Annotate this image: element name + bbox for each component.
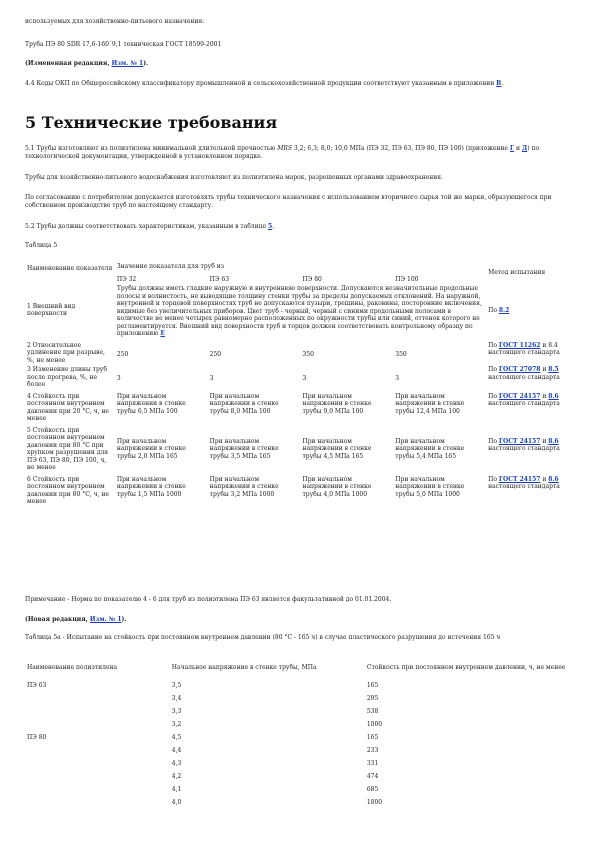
row-3-pe63: 3 (209, 375, 214, 382)
row-5-pe63: При начальном напряжении в стенке трубы 3,5 МПа 165 (209, 437, 279, 460)
gost-11262-link[interactable]: ГОСТ 11262 (498, 341, 541, 349)
row-2-pe63: 250 (209, 350, 222, 358)
row-4-name: 4 Стойкость при постоянном внутреннем давлении при 20 °С, ч, не менее (27, 392, 109, 422)
table-note: Примечание - Норма по показателю 4 - 6 для труб из полиэтилена ПЭ 63 является факультативной до 01.01.2004. (25, 596, 392, 603)
appendix-e-link[interactable]: Е (160, 330, 165, 337)
row-6-name: 6 Стойкость при постоянном внутреннем давлении при 80 °С, ч, не менее (27, 475, 109, 505)
table-row (25, 338, 570, 365)
table-row: 4,4 233 (171, 746, 379, 754)
paragraph-4-4: 4.4 Коды ОКП по Общероссийскому классификатору промышленной и сельскохозяйственной продукции соответствуют указанным в приложении В. (25, 80, 504, 87)
intro-line: используемых для хозяйственно-питьевого назначения: (25, 18, 205, 25)
appendix-g-link[interactable]: Г (509, 145, 515, 152)
clause-8-6-link[interactable]: 8.6 (548, 392, 559, 400)
row-1-method: По 8.2 (488, 306, 510, 314)
table-row: ПЭ 63 3,5 165 (27, 681, 379, 689)
header-method: Метод испытания (488, 269, 546, 276)
table-5a-caption: Таблица 5а - Испытание на стойкость при постоянном внутреннем давлении (80 °С - 165 ч) в случае пластического разрушения до истечения 165 ч (25, 634, 501, 641)
row-5-pe80: При начальном напряжении в стенке трубы 4,5 МПа 165 (302, 437, 372, 460)
table-header (25, 664, 570, 682)
table-row (25, 389, 570, 423)
row-3-name: 3 Изменение длины труб после прогрева, %, не более (27, 366, 107, 388)
edit-note-1: (Измененная редакция, Изм. № 1). (25, 60, 149, 67)
row-6-pe32: При начальном напряжении в стенке трубы 1,5 МПа 1000 (116, 475, 186, 498)
clause-8-6-link[interactable]: 8.6 (548, 475, 559, 483)
table-row: 3,2 1000 (171, 720, 383, 728)
row-2-pe100: 350 (395, 350, 407, 358)
header-pe100: ПЭ 100 (395, 275, 419, 283)
table-row: 4,2 474 (171, 772, 379, 780)
row-5-name: 5 Стойкость при постоянном внутреннем давлении при 80 °С при хрупком разрушении для ПЭ 63, ПЭ 80, ПЭ 100, ч, не менее (27, 426, 109, 471)
table-row: 4,3 331 (171, 759, 379, 767)
paragraph-recycled: По согласованию с потребителем допускается изготовлять трубы технического назначения с использованием вторичного сырья той же марки, образующегося при собственном производстве труб по настоящему стандарту. (25, 194, 552, 209)
table-5-caption: Таблица 5 (25, 242, 58, 249)
table-row (25, 423, 570, 472)
clause-8-5-link[interactable]: 8.5 (548, 366, 559, 373)
gost-24157-link[interactable]: ГОСТ 24157 (498, 475, 541, 483)
table-row: 3,4 295 (171, 694, 379, 702)
row-4-pe32: При начальном напряжении в стенке трубы 6,5 МПа 100 (116, 392, 186, 415)
header-values: Значение показателя для труб из (116, 263, 224, 270)
row-3-pe100: 3 (395, 375, 400, 382)
header-pe63: ПЭ 63 (209, 275, 230, 283)
header-time: Стойкость при постоянном внутреннем давлении, ч, не менее (366, 664, 566, 671)
row-5-pe100: При начальном напряжении в стенке трубы 5,4 МПа 165 (395, 437, 465, 460)
row-3-pe80: 3 (302, 375, 307, 382)
paragraph-5-2: 5.2 Трубы должны соответствовать характеристикам, указанным в таблице 5. (25, 223, 275, 230)
amendment-link[interactable]: Изм. № 1 (89, 616, 122, 623)
table-row: ПЭ 80 4,5 165 (27, 733, 379, 741)
clause-8-6-link[interactable]: 8.6 (548, 437, 559, 445)
table-5a (25, 664, 570, 812)
table-row: 4,1 685 (171, 785, 379, 793)
table-row (25, 472, 570, 506)
header-pe80: ПЭ 80 (302, 275, 322, 283)
row-2-pe80: 350 (302, 350, 314, 358)
row-2-pe32: 250 (116, 350, 129, 358)
gost-24157-link[interactable]: ГОСТ 24157 (498, 392, 541, 400)
table-row (25, 283, 570, 338)
row-5-method: По ГОСТ 24157 и 8.6 настоящего стандарта (488, 437, 560, 452)
appendix-v-link[interactable]: В (496, 80, 502, 87)
table-row: 3,3 538 (171, 707, 379, 715)
paragraph-5-1: 5.1 Трубы изготовляют из полиэтилена минимальной длительной прочностью MRS 3,2; 6,3; 8,0; 10,0 МПа (ПЭ 32, ПЭ 63, ПЭ 80, ПЭ 100) (приложение Г и Д) по технологической документации, утвержденной в установленном порядке. (25, 145, 540, 160)
row-6-method: По ГОСТ 24157 и 8.6 настоящего стандарта (488, 475, 560, 490)
table-header (25, 263, 570, 271)
row-3-method: По ГОСТ 27078 и 8.5 настоящего стандарта (488, 366, 560, 381)
row-6-pe100: При начальном напряжении в стенке трубы 5,0 МПа 1000 (395, 475, 465, 498)
gost-24157-link[interactable]: ГОСТ 24157 (498, 437, 541, 445)
row-5-pe32: При начальном напряжении в стенке трубы 2,0 МПа 165 (116, 437, 186, 460)
table-row: 4,0 1000 (171, 798, 383, 806)
header-material: Наименование полиэтилена (27, 664, 118, 671)
table-row (25, 364, 570, 389)
row-1-value: Трубы должны иметь гладкие наружную и внутреннюю поверхности. Допускаются незначительные продольные полосы и волнистость, не выводящие толщину стенки трубы за пределы допускаемых отклонений. На наружной, внутренней и торцевой поверхностях труб не допускаются пузыри, трещины, раковины, посторонние включения, видимые без увеличительных приборов. Цвет труб - черный, черный с синими продольными полосами в количестве не менее четырех равномерно расположенных по окружности трубы или синий, оттенок которого не регламентируется. Внешний вид поверхности труб и торцов должен соответствовать контрольному образцу по приложению Е (116, 285, 482, 337)
row-3-pe32: 3 (116, 375, 121, 382)
table-5-link[interactable]: 5 (268, 223, 273, 230)
row-4-method: По ГОСТ 24157 и 8.6 настоящего стандарта (488, 392, 560, 407)
table-5 (25, 263, 570, 506)
row-1-name: 1 Внешний вид поверхности (27, 302, 76, 318)
clause-8-2-link[interactable]: 8.2 (498, 306, 510, 314)
row-4-pe63: При начальном напряжении в стенке трубы 8,0 МПа 100 (209, 392, 279, 415)
row-6-pe80: При начальном напряжении в стенке трубы 4,0 МПа 1000 (302, 475, 372, 498)
gost-27078-link[interactable]: ГОСТ 27078 (498, 366, 541, 373)
appendix-d-link[interactable]: Д (521, 145, 528, 152)
row-2-method: По ГОСТ 11262 и 8.4 настоящего стандарта (488, 341, 560, 356)
header-stress: Начальное напряжение в стенке трубы, МПа (171, 664, 317, 671)
amendment-link[interactable]: Изм. № 1 (111, 60, 144, 67)
header-indicator: Наименование показателя (27, 265, 113, 272)
row-6-pe63: При начальном напряжении в стенке трубы 3,2 МПа 1000 (209, 475, 279, 498)
example-designation: Труба ПЭ 80 SDR 17,6-160´9,1 техническая ГОСТ 18599-2001 (25, 41, 222, 48)
paragraph-water-supply: Трубы для хозяйственно-питьевого водоснабжения изготовляют из полиэтилена марок, разрешенных органами здравоохранения. (25, 174, 443, 181)
section-title: 5 Технические требования (25, 113, 278, 132)
row-4-pe100: При начальном напряжении в стенке трубы 12,4 МПа 100 (395, 392, 465, 415)
row-2-name: 2 Относительное удлинение при разрыве, %, не менее (27, 341, 105, 364)
edit-note-2: (Новая редакция, Изм. № 1). (25, 616, 127, 623)
header-pe32: ПЭ 32 (116, 275, 137, 283)
row-4-pe80: При начальном напряжении в стенке трубы 9,0 МПа 100 (302, 392, 372, 415)
